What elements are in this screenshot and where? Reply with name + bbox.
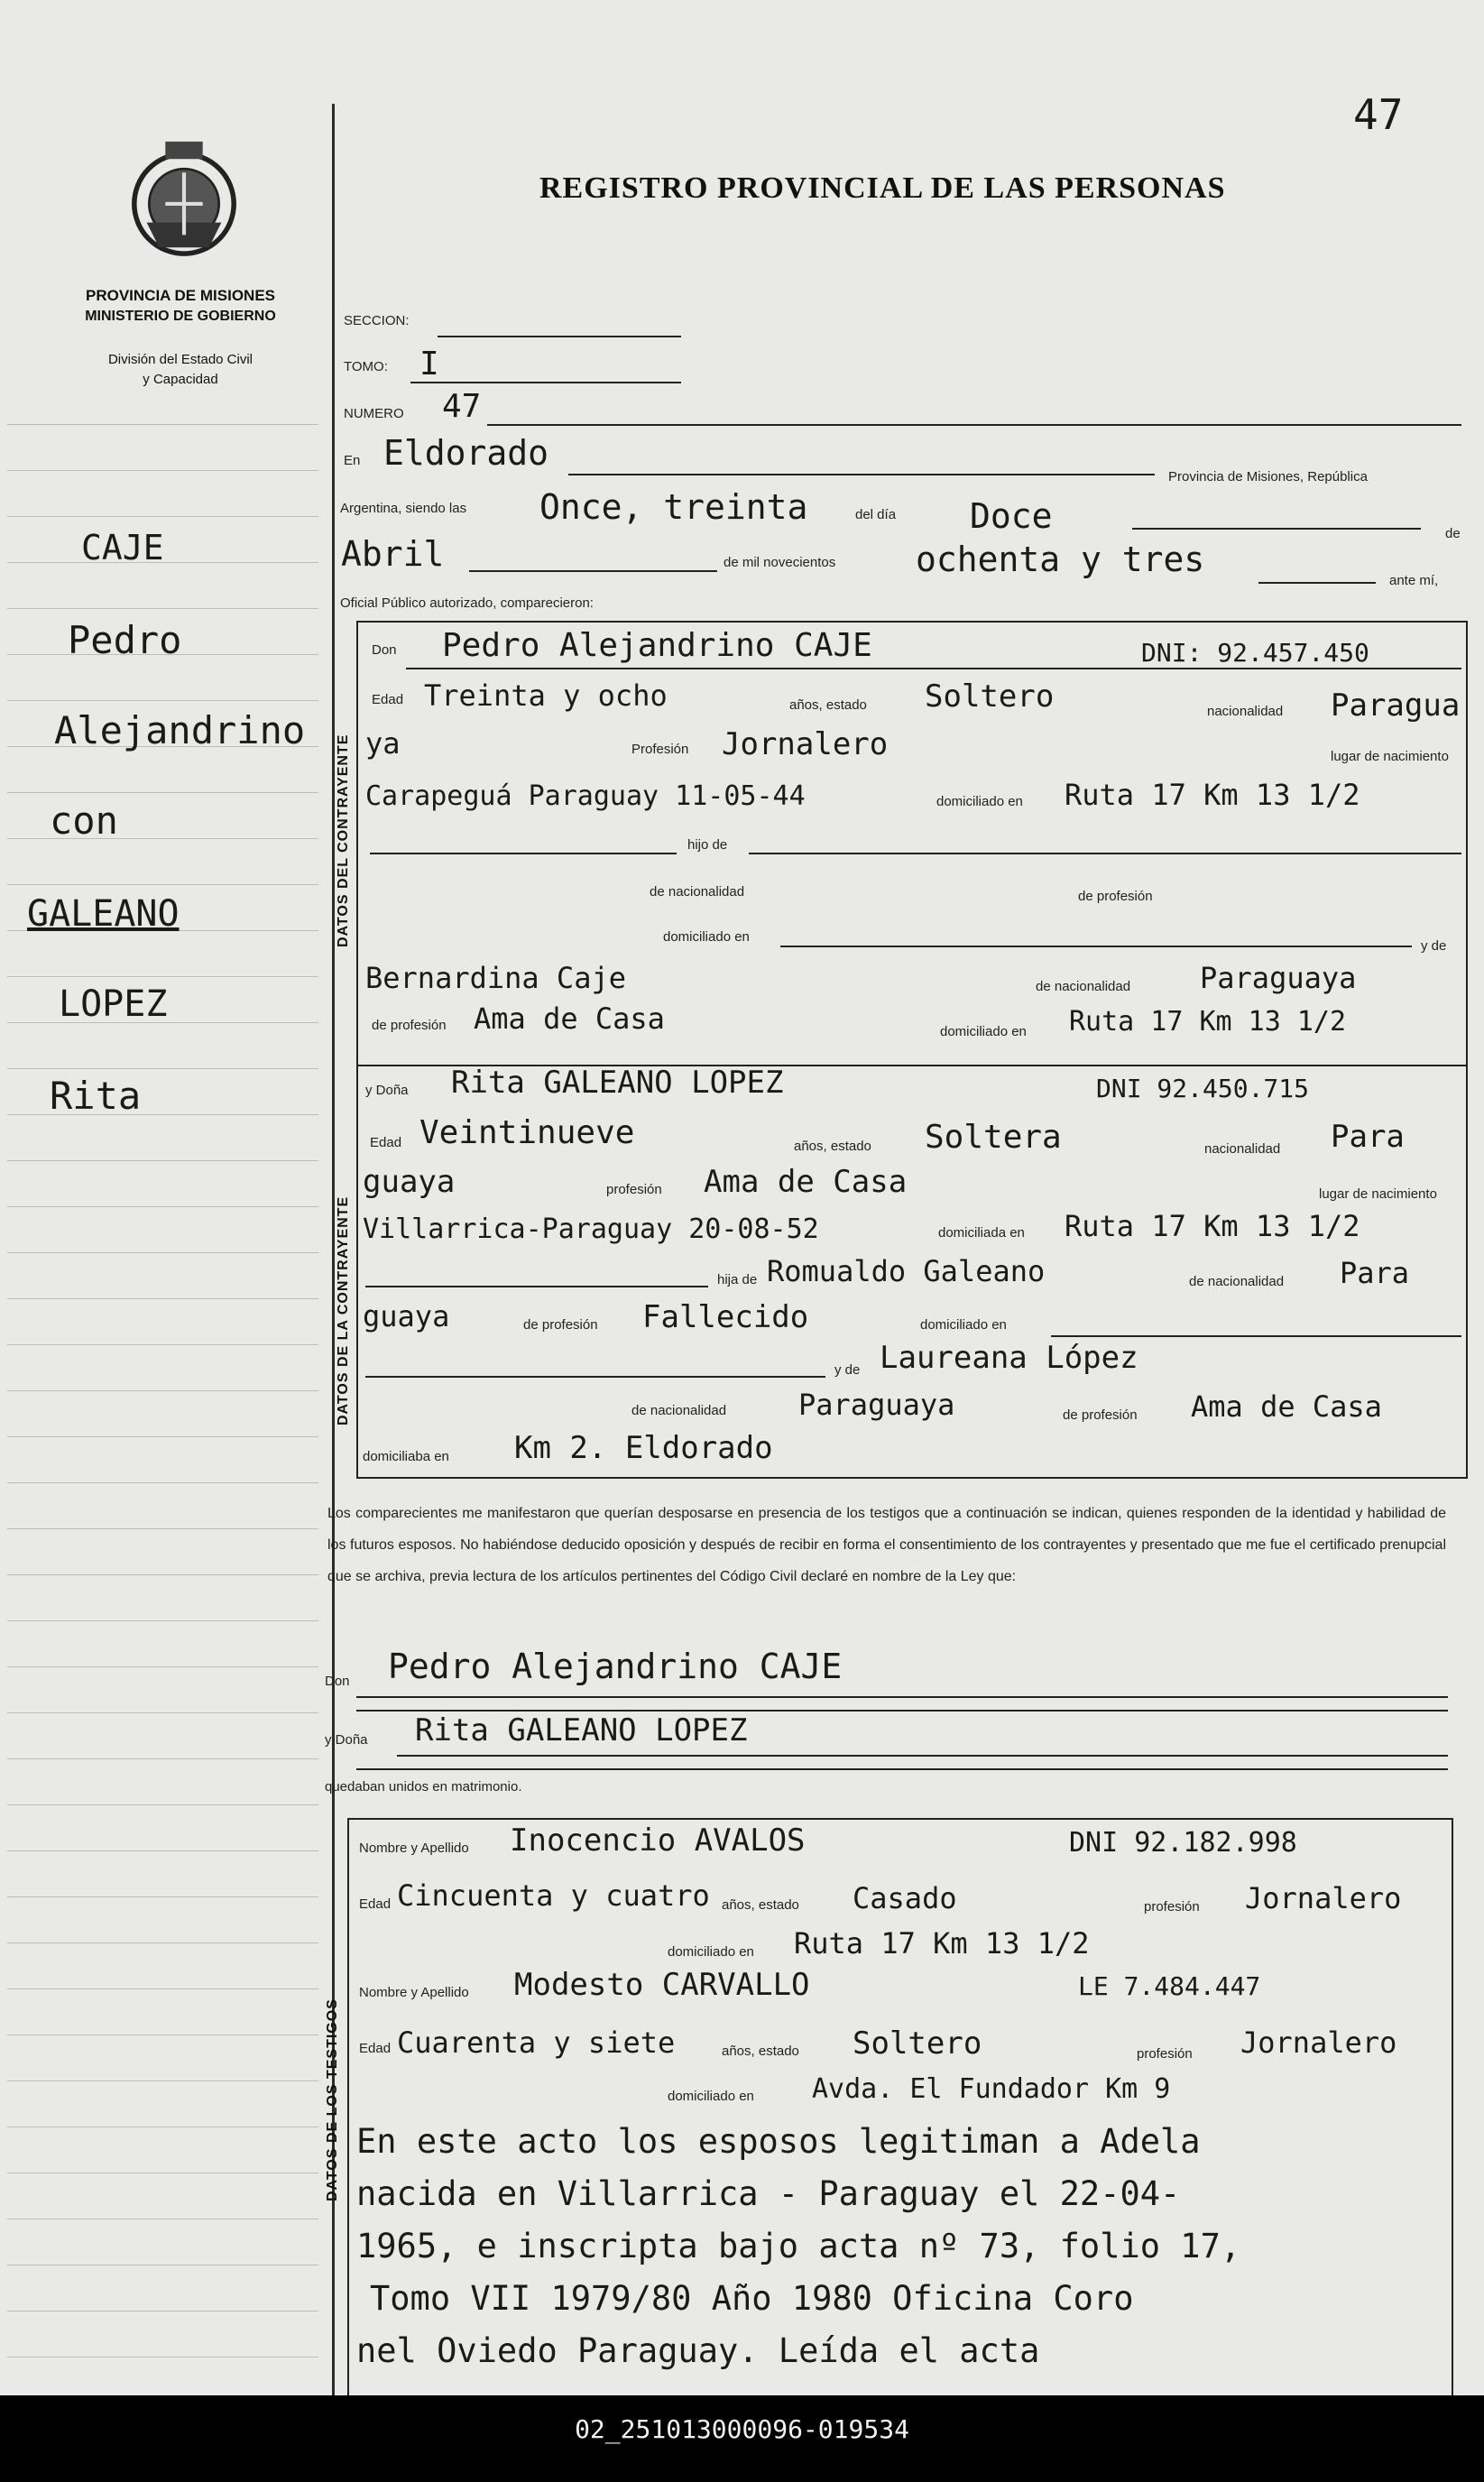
tomo-label: TOMO:: [344, 359, 388, 374]
margin-rule-line: [7, 1942, 318, 1943]
footer-code: 02_251013000096-019534: [0, 2395, 1484, 2482]
tomo-value: I: [419, 346, 439, 383]
margin-note-middle-name: Alejandrino: [54, 708, 306, 752]
groom-name-line: [406, 668, 1461, 669]
bride-y-de-label: y de: [834, 1362, 861, 1378]
decl-dona-line-2: [356, 1768, 1448, 1770]
margin-note-surname: CAJE: [81, 528, 164, 567]
margin-rule-line: [7, 1344, 318, 1345]
numero-label: NUMERO: [344, 406, 404, 421]
hijo-label: hijo de: [687, 837, 728, 853]
groom-nacionalidad-a: Paragua: [1331, 687, 1461, 724]
bride-nacionalidad-b: guaya: [363, 1164, 456, 1200]
t1-anios-label: años, estado: [722, 1897, 799, 1913]
division-line-1: División del Estado Civil: [107, 352, 253, 367]
en-value: Eldorado: [383, 433, 549, 473]
bride-edad: Veintinueve: [419, 1114, 635, 1151]
groom-anios-label: años, estado: [789, 697, 867, 713]
mes-line: [469, 570, 717, 572]
note-line-2: nacida en Villarrica - Paraguay el 22-04-: [356, 2174, 1181, 2213]
argentina-label: Argentina, siendo las: [340, 501, 467, 516]
margin-rule-line: [7, 424, 318, 425]
t1-prof-label: profesión: [1144, 1899, 1200, 1915]
margin-rule-line: [7, 1528, 318, 1529]
bride-lugar-label: lugar de nacimiento: [1319, 1186, 1437, 1202]
decl-dona-line: [397, 1755, 1448, 1757]
margin-rule-line: [7, 884, 318, 885]
t1-edad-label: Edad: [359, 1896, 392, 1912]
oficial-label: Oficial Público autorizado, comparecieron:: [340, 595, 594, 611]
t2-dom-label: domiciliado en: [668, 2089, 754, 2104]
bride-domicilio: Ruta 17 Km 13 1/2: [1065, 1209, 1360, 1243]
dia-value: Doce: [970, 496, 1053, 536]
t1-dom: Ruta 17 Km 13 1/2: [794, 1926, 1090, 1961]
bride-mother-nac-label: de nacionalidad: [631, 1403, 727, 1418]
bride-profesion: Ama de Casa: [704, 1164, 908, 1200]
bride-profesion-label: profesión: [606, 1182, 662, 1197]
groom-domicilio: Ruta 17 Km 13 1/2: [1065, 778, 1360, 812]
division-line-2: y Capacidad: [143, 372, 218, 387]
bride-mother-prof: Ama de Casa: [1191, 1389, 1382, 1424]
t1-name: Inocencio AVALOS: [510, 1822, 806, 1859]
margin-rule-line: [7, 1068, 318, 1069]
note-line-3: 1965, e inscripta bajo acta nº 73, folio 17,: [356, 2227, 1241, 2265]
decl-don-label: Don: [325, 1674, 350, 1689]
bride-father-prof: Fallecido: [642, 1299, 809, 1335]
bride-lugar: Villarrica-Paraguay 20-08-52: [363, 1213, 819, 1245]
margin-rule-line: [7, 792, 318, 793]
bride-edad-label: Edad: [370, 1135, 402, 1150]
groom-lugar-label: lugar de nacimiento: [1331, 749, 1449, 764]
anio-value: ochenta y tres: [916, 540, 1205, 579]
margin-rule-line: [7, 976, 318, 977]
numero-line: [487, 424, 1461, 426]
margin-rule-line: [7, 1160, 318, 1161]
t2-label: Nombre y Apellido: [359, 1985, 469, 2000]
contrayente-section-label: DATOS DEL CONTRAYENTE: [336, 734, 351, 947]
document-title: REGISTRO PROVINCIAL DE LAS PERSONAS: [539, 171, 1226, 205]
groom-dni: DNI: 92.457.450: [1141, 638, 1369, 668]
groom-mother-dom-label: domiciliado en: [940, 1024, 1027, 1039]
margin-rule-line: [7, 1390, 318, 1391]
ante-label: ante mí,: [1389, 573, 1439, 588]
seccion-line: [438, 336, 681, 337]
bride-mother-prof-label: de profesión: [1063, 1407, 1138, 1423]
t1-estado: Casado: [853, 1881, 957, 1915]
groom-profesion-label: Profesión: [631, 742, 689, 757]
y-de-line: [365, 1376, 825, 1378]
margin-rule-line: [7, 1804, 318, 1805]
testigos-section-label: DATOS DE LOS TESTIGOS: [325, 1998, 340, 2201]
margin-rule-line: [7, 608, 318, 609]
bride-father-dom-line: [1051, 1335, 1461, 1337]
bride-mother: Laureana López: [880, 1340, 1138, 1376]
groom-mother-name: Bernardina Caje: [365, 961, 626, 995]
margin-rule-line: [7, 1436, 318, 1437]
bride-father: Romualdo Galeano: [767, 1254, 1046, 1288]
margin-rule-line: [7, 1988, 318, 1989]
hija-line: [365, 1286, 708, 1287]
provincial-seal-icon: [122, 135, 246, 260]
y-de-label: y de: [1421, 938, 1447, 954]
hora-value: Once, treinta: [539, 487, 808, 527]
mes-value: Abril: [341, 534, 445, 574]
t2-anios-label: años, estado: [722, 2044, 799, 2059]
t1-prof: Jornalero: [1245, 1881, 1402, 1915]
bride-father-nac-a: Para: [1340, 1256, 1410, 1290]
groom-edad-label: Edad: [372, 692, 404, 707]
margin-rule-line: [7, 1298, 318, 1299]
margin-rule-line: [7, 1574, 318, 1575]
margin-rule-line: [7, 1896, 318, 1897]
groom-mother-prof: Ama de Casa: [474, 1001, 665, 1036]
hija-label: hija de: [717, 1272, 758, 1287]
bride-nacionalidad-a: Para: [1331, 1119, 1405, 1155]
father-prof-label: de profesión: [1078, 889, 1153, 904]
don-label: Don: [372, 642, 397, 658]
groom-lugar: Carapeguá Paraguay 11-05-44: [365, 780, 806, 812]
t2-estado: Soltero: [853, 2025, 982, 2062]
note-line-5: nel Oviedo Paraguay. Leída el acta: [356, 2331, 1040, 2370]
bride-mother-dom-label: domiciliaba en: [363, 1449, 449, 1464]
provincia-label: Provincia de Misiones, República: [1168, 469, 1368, 484]
groom-name: Pedro Alejandrino CAJE: [442, 627, 872, 664]
t1-dom-label: domiciliado en: [668, 1944, 754, 1960]
decl-dona-label: y Doña: [325, 1732, 368, 1748]
hijo-line: [370, 853, 677, 854]
hijo-line-2: [749, 853, 1461, 854]
en-line: [568, 474, 1155, 475]
note-line-4: Tomo VII 1979/80 Año 1980 Oficina Coro: [370, 2279, 1134, 2318]
groom-nacionalidad-b: ya: [365, 726, 401, 761]
groom-edad: Treinta y ocho: [424, 678, 668, 713]
t2-dom: Avda. El Fundador Km 9: [812, 2073, 1171, 2105]
bride-domiciliada-label: domiciliada en: [938, 1225, 1025, 1241]
father-dom-label: domiciliado en: [663, 929, 750, 945]
bride-father-nac-b: guaya: [363, 1299, 450, 1333]
bride-anios-label: años, estado: [794, 1139, 871, 1154]
decl-bride-name: Rita GALEANO LOPEZ: [415, 1712, 748, 1748]
margin-note-bride-surname: GALEANO: [27, 893, 180, 935]
margin-rule-line: [7, 1850, 318, 1851]
groom-mother-nac: Paraguaya: [1200, 961, 1357, 995]
province-name: PROVINCIA DE MISIONES: [85, 287, 275, 304]
margin-rule-line: [7, 1758, 318, 1759]
declaration-text: Los comparecientes me manifestaron que querían desposarse en presencia de los testigos que a continuación se indican, quienes responden de la identidad y habilidad de los futuros esposos. No habiéndose deducido oposición y después de recibir en forma el consentimiento de los contrayentes y presentado que me fue el certificado prenupcial que se archiva, previa lectura de los artículos pertinentes del Código Civil declaré en nombre de la Ley que:: [327, 1506, 1446, 1584]
groom-mother-nac-label: de nacionalidad: [1036, 979, 1131, 994]
margin-note-first-name: Pedro: [68, 618, 182, 662]
anio-line: [1258, 582, 1376, 584]
t2-edad: Cuarenta y siete: [397, 2025, 676, 2060]
decl-don-line: [356, 1696, 1448, 1698]
dona-label: y Doña: [365, 1083, 409, 1098]
page-number: 47: [1353, 90, 1404, 139]
margin-note-bride-second-surname: LOPEZ: [59, 983, 168, 1025]
groom-mother-prof-label: de profesión: [372, 1018, 447, 1033]
en-label: En: [344, 453, 361, 468]
t2-le: LE 7.484.447: [1078, 1971, 1261, 2001]
groom-profesion: Jornalero: [722, 726, 889, 762]
bride-mother-nac: Paraguaya: [798, 1388, 955, 1422]
tomo-line: [410, 382, 681, 383]
decl-groom-name: Pedro Alejandrino CAJE: [388, 1647, 843, 1686]
bride-nacionalidad-label: nacionalidad: [1204, 1141, 1281, 1157]
t2-edad-label: Edad: [359, 2041, 392, 2056]
groom-nacionalidad-label: nacionalidad: [1207, 704, 1284, 719]
unidos-text: quedaban unidos en matrimonio.: [325, 1779, 522, 1795]
bride-mother-dom: Km 2. Eldorado: [514, 1430, 773, 1466]
margin-rule-line: [7, 470, 318, 471]
dia-line: [1132, 528, 1421, 530]
seccion-label: SECCION:: [344, 313, 410, 328]
bride-dni: DNI 92.450.715: [1096, 1074, 1310, 1103]
bride-father-nac-label: de nacionalidad: [1189, 1274, 1285, 1289]
decl-don-line-2: [356, 1710, 1448, 1712]
father-dom-line: [780, 946, 1412, 947]
t2-prof-label: profesión: [1137, 2046, 1193, 2062]
bride-name: Rita GALEANO LOPEZ: [451, 1065, 784, 1101]
de-label: de: [1445, 526, 1461, 541]
contrayenta-section-label: DATOS DE LA CONTRAYENTE: [336, 1195, 351, 1426]
margin-rule-line: [7, 1482, 318, 1483]
groom-domiciliado-label: domiciliado en: [936, 794, 1023, 809]
margin-note-bride-name: Rita: [50, 1074, 142, 1118]
margin-rule-line: [7, 1620, 318, 1621]
margin-rule-line: [7, 1712, 318, 1713]
margin-rule-line: [7, 1206, 318, 1207]
t2-name: Modesto CARVALLO: [514, 1967, 810, 2003]
t1-dni: DNI 92.182.998: [1069, 1827, 1297, 1859]
margin-rule-line: [7, 700, 318, 701]
bride-father-dom-label: domiciliado en: [920, 1317, 1007, 1333]
margin-rule-line: [7, 1666, 318, 1667]
bride-estado: Soltera: [925, 1119, 1062, 1156]
groom-mother-dom: Ruta 17 Km 13 1/2: [1069, 1006, 1347, 1038]
margin-rule-line: [7, 516, 318, 517]
bride-father-prof-label: de profesión: [523, 1317, 598, 1333]
t1-label: Nombre y Apellido: [359, 1841, 469, 1856]
del-dia-label: del día: [855, 507, 897, 522]
t1-edad: Cincuenta y cuatro: [397, 1878, 710, 1913]
margin-note-con: con: [50, 798, 118, 843]
numero-value: 47: [442, 388, 482, 425]
margin-rule-line: [7, 1252, 318, 1253]
note-line-1: En este acto los esposos legitiman a Adela: [356, 2122, 1201, 2161]
mil-label: de mil novecientos: [724, 555, 836, 570]
ministry-name: MINISTERIO DE GOBIERNO: [85, 309, 276, 324]
groom-estado: Soltero: [925, 678, 1055, 715]
t2-prof: Jornalero: [1240, 2025, 1397, 2060]
father-nac-label: de nacionalidad: [650, 884, 745, 900]
